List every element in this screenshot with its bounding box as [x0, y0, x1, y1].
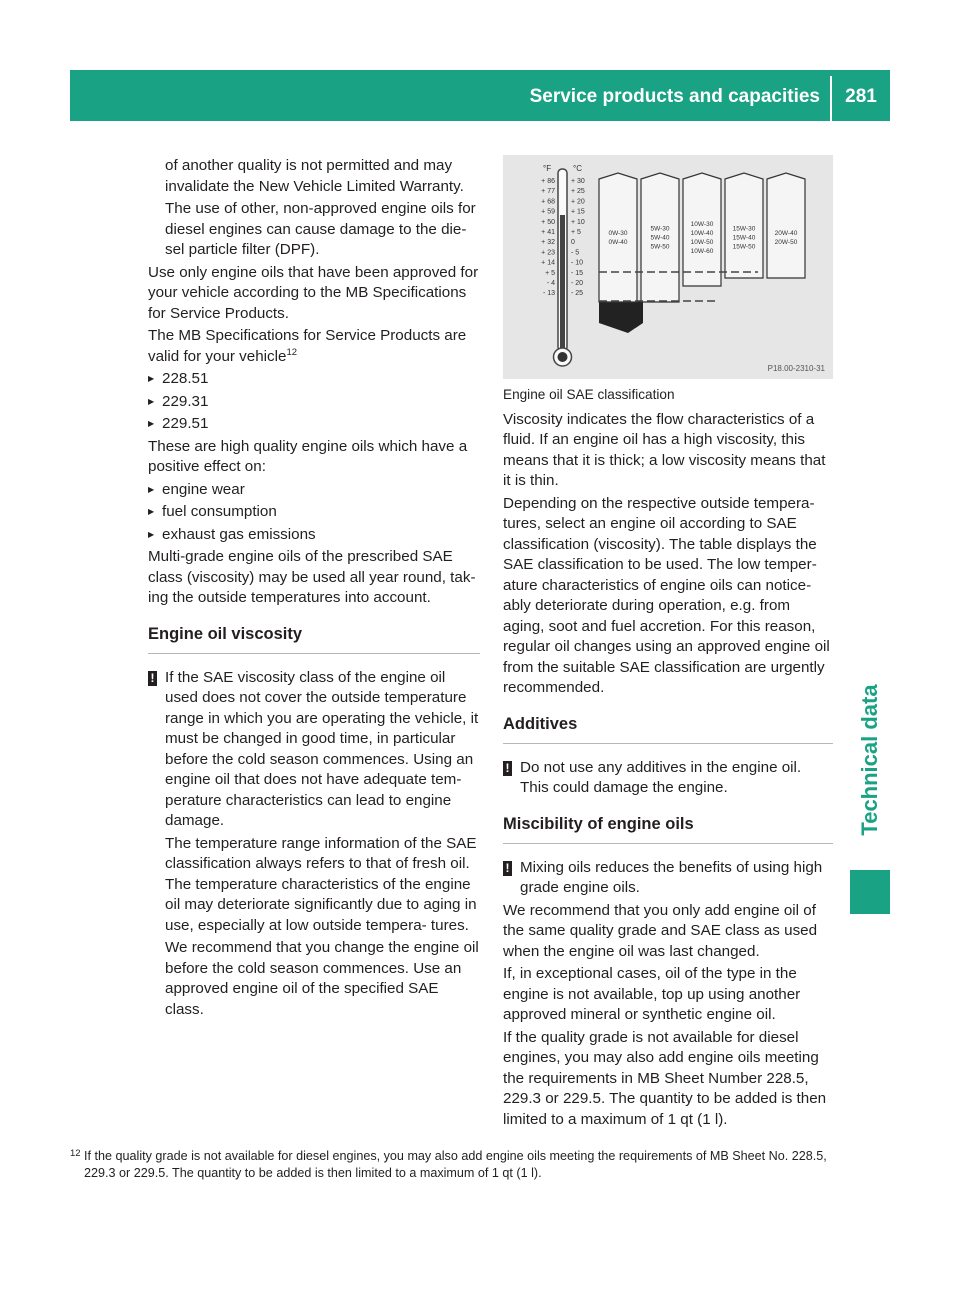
- heading-engine-oil-viscosity: Engine oil viscosity: [148, 623, 480, 654]
- celsius-tick: - 15: [571, 269, 584, 277]
- fahrenheit-tick: + 77: [541, 188, 555, 196]
- paragraph: If, in exceptional cases, oil of the type in the engine is not available, top up using another approved mineral or synthetic engine oil.: [503, 965, 801, 1023]
- fahrenheit-tick: + 59: [541, 208, 555, 216]
- fahrenheit-tick: + 32: [541, 239, 555, 247]
- warning-icon: !: [503, 861, 512, 876]
- grade-label: 0W-30: [608, 230, 628, 237]
- page-number: 281: [845, 86, 877, 107]
- fahrenheit-tick: + 23: [541, 249, 555, 257]
- warning-text: If the SAE viscosity class of the engine oil used does not cover the outside temperature range in which you are operating the vehicle, it must be changed in good time, in particular before the cold season commences. Using an engine oil that does not have adequate tem- perature characteristics can lead to engine damage.: [165, 668, 479, 829]
- heading-additives: Additives: [503, 713, 833, 744]
- celsius-tick: - 10: [571, 259, 584, 267]
- celsius-tick: + 20: [571, 198, 585, 206]
- cold-zone-tip: [599, 323, 643, 333]
- warning-text: Mixing oils reduces the benefits of using high grade engine oils.: [520, 858, 823, 896]
- left-column: [148, 156, 480, 1022]
- footnote-text: If the quality grade is not available for diesel engines, you may also add engine oils meeting the requirements of MB Sheet No. 228.5, 229.3 or 229.5. The quantity to be added is then limited to a maximum of 1 qt (1 l).: [84, 1149, 827, 1180]
- list-item: ▶ fuel consumption: [148, 502, 480, 523]
- celsius-tick: 0: [571, 239, 575, 247]
- grade-label: 5W-40: [650, 234, 670, 242]
- grade-column: [599, 173, 637, 302]
- grade-label: 5W-50: [650, 243, 670, 251]
- header-bar: [70, 70, 890, 121]
- footnote: [70, 1148, 850, 1182]
- fahrenheit-tick: - 13: [542, 290, 555, 298]
- warning-text: We recommend that you change the engine oil before the cold season commences. Use an approved engine oil of the specified SAE class.: [165, 939, 479, 1018]
- grade-label: 10W-60: [690, 248, 714, 255]
- list-item: ▶ 229.51: [148, 414, 480, 435]
- thermometer-fluid: [560, 215, 565, 351]
- list-item: ▶ 229.31: [148, 392, 480, 413]
- thermometer-bulb-fill: [558, 352, 568, 362]
- grade-label: 0W-40: [608, 239, 628, 246]
- paragraph: Depending on the respective outside tempera- tures, select an engine oil according to SAE classification (viscosity). The table displays the SAE classification to be used. The low temper- ature characteristics of engine oils can notice- ably deteriorate during operation, e.g. from aging, soot and fuel accretion. For this reason, regular oil changes using an approved engine oil from the suitable SAE classification are urgently recommended.: [503, 494, 830, 696]
- fahrenheit-tick: + 41: [541, 229, 555, 236]
- list-item: ▶ engine wear: [148, 480, 480, 501]
- celsius-tick: - 5: [571, 249, 580, 257]
- paragraph: Use only engine oils that have been approved for your vehicle according to the MB Specifications for Service Products.: [148, 263, 479, 322]
- fahrenheit-tick: + 14: [541, 259, 555, 267]
- list-item: ▶ 228.51: [148, 369, 480, 390]
- grade-label: 20W-50: [774, 239, 798, 246]
- grade-label: 15W-50: [732, 243, 756, 251]
- figure-caption: Engine oil SAE classification: [503, 387, 675, 402]
- paragraph-text: The MB Specifications for Service Products are valid for your vehicle: [148, 327, 467, 365]
- grade-label: 15W-30: [732, 225, 756, 233]
- fahrenheit-label: °F: [543, 164, 552, 173]
- paragraph: Viscosity indicates the flow characteristics of a fluid. If an engine oil has a high viscosity, this means that it is thick; a low viscosity means that it is thin.: [503, 410, 826, 489]
- sae-classification-figure: [503, 155, 833, 379]
- celsius-tick: + 30: [571, 178, 585, 185]
- fahrenheit-tick: + 50: [541, 218, 555, 226]
- fahrenheit-tick: - 4: [546, 280, 555, 287]
- celsius-tick: + 5: [571, 229, 581, 236]
- warning-block: [503, 758, 833, 799]
- figure-code: P18.00-2310-31: [767, 364, 825, 373]
- warning-block: [148, 668, 480, 1021]
- heading-miscibility: Miscibility of engine oils: [503, 813, 833, 844]
- grade-label: 5W-30: [650, 225, 670, 233]
- celsius-label: °C: [573, 164, 582, 173]
- paragraph: The use of other, non-approved engine oils for diesel engines can cause damage to the die- sel particle filter (DPF).: [165, 200, 476, 258]
- celsius-tick: + 15: [571, 208, 585, 216]
- paragraph: [148, 326, 480, 367]
- paragraph: Multi-grade engine oils of the prescribed SAE class (viscosity) may be used all year round, tak- ing the outside temperatures into account.: [148, 548, 476, 606]
- sae-chart: [503, 155, 833, 379]
- paragraph: We recommend that you only add engine oil of the same quality grade and SAE class as used when the engine oil was last changed.: [503, 901, 818, 960]
- footnote-ref: 12: [286, 346, 298, 358]
- celsius-tick: - 20: [571, 280, 584, 287]
- warning-icon: !: [148, 671, 157, 686]
- grade-label: 15W-40: [732, 234, 756, 242]
- warning-text: The temperature range information of the SAE classification always refers to that of fresh oil. The temperature characteristics of the engine oil may deteriorate significantly due to aging in use, especially at low outside tempera- tures.: [165, 834, 477, 934]
- side-tab-marker: [850, 870, 890, 914]
- grade-column: [767, 173, 805, 278]
- right-column: [503, 385, 833, 1132]
- warning-block: [503, 858, 833, 899]
- grade-label: 10W-40: [690, 230, 714, 237]
- section-title: Service products and capacities: [529, 86, 820, 107]
- warning-icon: !: [503, 761, 512, 776]
- grade-columns: [599, 173, 805, 302]
- fahrenheit-tick: + 86: [541, 178, 555, 185]
- paragraph: If the quality grade is not available for diesel engines, you may also add engine oils meeting the requirements in MB Sheet Number 228.5, 229.3 or 229.5. The quantity to be added is then limited to a maximum of 1 qt (1 l).: [503, 1028, 827, 1128]
- cold-zone-dark: [599, 301, 643, 323]
- celsius-tick: - 25: [571, 290, 584, 298]
- warning-text: Do not use any additives in the engine oil. This could damage the engine.: [520, 758, 802, 796]
- footnote-number: 12: [70, 1148, 81, 1159]
- paragraph: of another quality is not permitted and may invalidate the New Vehicle Limited Warranty.: [165, 157, 464, 195]
- fahrenheit-tick: + 5: [545, 269, 555, 277]
- list-item: ▶ exhaust gas emissions: [148, 525, 480, 546]
- fahrenheit-tick: + 68: [541, 198, 555, 206]
- celsius-tick: + 10: [571, 218, 585, 226]
- grade-label: 10W-50: [690, 239, 714, 246]
- grade-label: 10W-30: [690, 221, 714, 228]
- paragraph: These are high quality engine oils which have a positive effect on:: [148, 437, 468, 475]
- grade-label: 20W-40: [774, 230, 798, 237]
- side-tab-label: Technical data: [856, 684, 882, 836]
- celsius-tick: + 25: [571, 188, 585, 196]
